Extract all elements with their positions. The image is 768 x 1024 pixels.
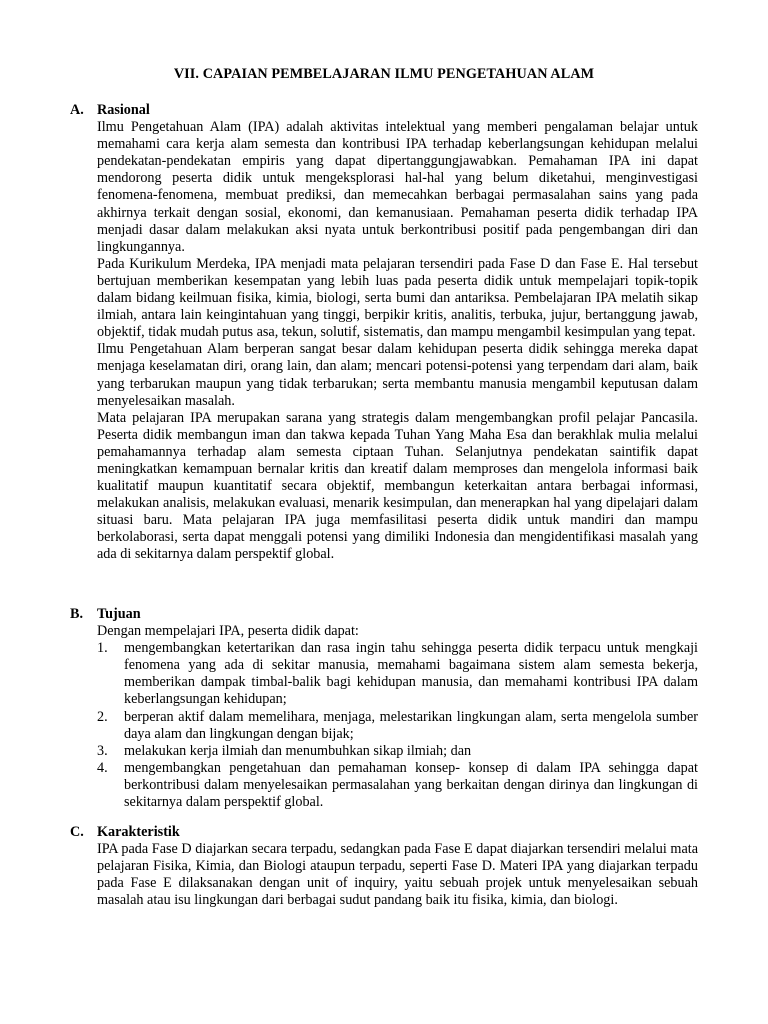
section-letter: B. [70, 606, 84, 622]
paragraph: IPA pada Fase D diajarkan secara terpadu, sedangkan pada Fase E dapat diajarkan tersendiri melalui mata pelajaran Fisika, Kimia, dan Biologi ataupun terpadu, seperti Fase D. Materi IPA yang diajarkan terpadu pada Fase E dilaksanakan dengan unit of inquiry, yaitu sebuah projek untuk menyelesaikan sebuah masalah atau isu lingkungan dari berbagai sudut pandang baik itu fisika, kimia, dan biologi. [97, 841, 698, 909]
section-body [97, 623, 698, 640]
list-number: 2. [97, 708, 108, 725]
paragraph: Pada Kurikulum Merdeka, IPA menjadi mata pelajaran tersendiri pada Fase D dan Fase E. Hal tersebut bertujuan memberikan kesempatan yang lebih luas pada peserta didik untuk mempelajari topik-topik dalam bidang keilmuan fisika, kimia, biologi, serta bumi dan antariksa. Pembelajaran IPA melatih sikap ilmiah, antara lain keingintahuan yang tinggi, berpikir kritis, analitis, terbuka, jujur, bertanggung jawab, objektif, tidak mudah putus asa, tekun, solutif, sistematis, dan mampu mengambil kesimpulan yang tepat. [97, 255, 698, 341]
section-title: Rasional [97, 102, 150, 118]
list-item-text: mengembangkan ketertarikan dan rasa ingin tahu sehingga peserta didik terpacu untuk mengkaji fenomena yang ada di sekitar manusia, memahami bagaimana sistem alam semesta bekerja, memberikan dampak timbal-balik bagi kehidupan manusia, dan memahami kontribusi IPA dalam keberlangsungan kehidupan; [124, 640, 698, 708]
section-heading [70, 102, 698, 119]
list-item [97, 640, 698, 708]
list-number: 4. [97, 759, 108, 776]
list-item [97, 743, 698, 760]
list-number: 1. [97, 640, 108, 657]
page-title: VII. CAPAIAN PEMBELAJARAN ILMU PENGETAHUAN ALAM [173, 66, 595, 82]
paragraph: Ilmu Pengetahuan Alam berperan sangat besar dalam kehidupan peserta didik sehingga mereka dapat menjaga keselamatan diri, orang lain, dan alam; mencari potensi-potensi yang terpendam dari alam, baik yang terbarukan maupun yang tidak terbarukan; serta membantu manusia mengambil keputusan dalam menyelesaikan masalah. [97, 341, 698, 409]
list-item [97, 760, 698, 811]
section-letter: C. [70, 824, 84, 840]
section-rasional [70, 102, 698, 564]
section-letter: A. [70, 102, 84, 118]
section-title: Karakteristik [97, 824, 180, 840]
section-heading [70, 606, 698, 623]
section-heading [70, 824, 698, 841]
objectives-list [70, 640, 698, 811]
section-tujuan [70, 606, 698, 811]
paragraph: Ilmu Pengetahuan Alam (IPA) adalah aktivitas intelektual yang memberi pengalaman belajar untuk memahami cara kerja alam semesta dan kontribusi IPA terhadap keberlangsungan kehidupan melalui pendekatan-pendekatan empiris yang dapat dipertanggungjawabkan. Pemahaman IPA ini dapat mendorong peserta didik untuk mengeksplorasi hal-hal yang belum diketahui, menginvestigasi fenomena-fenomena, membuat prediksi, dan memecahkan berbagai permasalahan sains yang pada akhirnya terkait dengan sosial, ekonomi, dan kemanusiaan. Pemahaman peserta didik terhadap IPA menjadi dasar dalam melakukan aksi nyata untuk berkontribusi positif pada pengembangan diri dan lingkungannya. [97, 119, 698, 255]
list-item-text: mengembangkan pengetahuan dan pemahaman konsep- konsep di dalam IPA sehingga dapat berkontribusi dalam menyelesaikan permasalahan yang berkaitan dengan dirinya dan lingkungan di sekitarnya dalam perspektif global. [124, 759, 698, 811]
paragraph: Mata pelajaran IPA merupakan sarana yang strategis dalam mengembangkan profil pelajar Pancasila. Peserta didik membangun iman dan takwa kepada Tuhan Yang Maha Esa dan berakhlak mulia melalui pemahamannya terhadap alam semesta ciptaan Tuhan. Selanjutnya pendekatan saintifik dapat meningkatkan kemampuan bernalar kritis dan kreatif dalam memproses dan mengelola informasi baik kualitatif maupun kuantitatif secara objektif, membangun keterkaitan antara berbagai informasi, melakukan analisis, melakukan evaluasi, menarik kesimpulan, dan menerapkan hal yang dipelajari dalam situasi baru. Mata pelajaran IPA juga memfasilitasi peserta didik untuk mandiri dan mampu berkolaborasi, serta dapat menggali potensi yang dimiliki Indonesia dan mengidentifikasi masalah yang ada di sekitarnya dalam perspektif global. [97, 409, 698, 563]
list-intro: Dengan mempelajari IPA, peserta didik dapat: [97, 623, 359, 640]
list-item-text: melakukan kerja ilmiah dan menumbuhkan sikap ilmiah; dan [124, 742, 472, 759]
section-title: Tujuan [97, 606, 141, 622]
list-item [97, 709, 698, 743]
list-item-text: berperan aktif dalam memelihara, menjaga, melestarikan lingkungan alam, serta mengelola sumber daya alam dan lingkungan dengan bijak; [124, 708, 698, 742]
list-number: 3. [97, 742, 108, 759]
section-body [97, 119, 698, 563]
section-karakteristik [70, 824, 698, 909]
section-body [97, 841, 698, 909]
